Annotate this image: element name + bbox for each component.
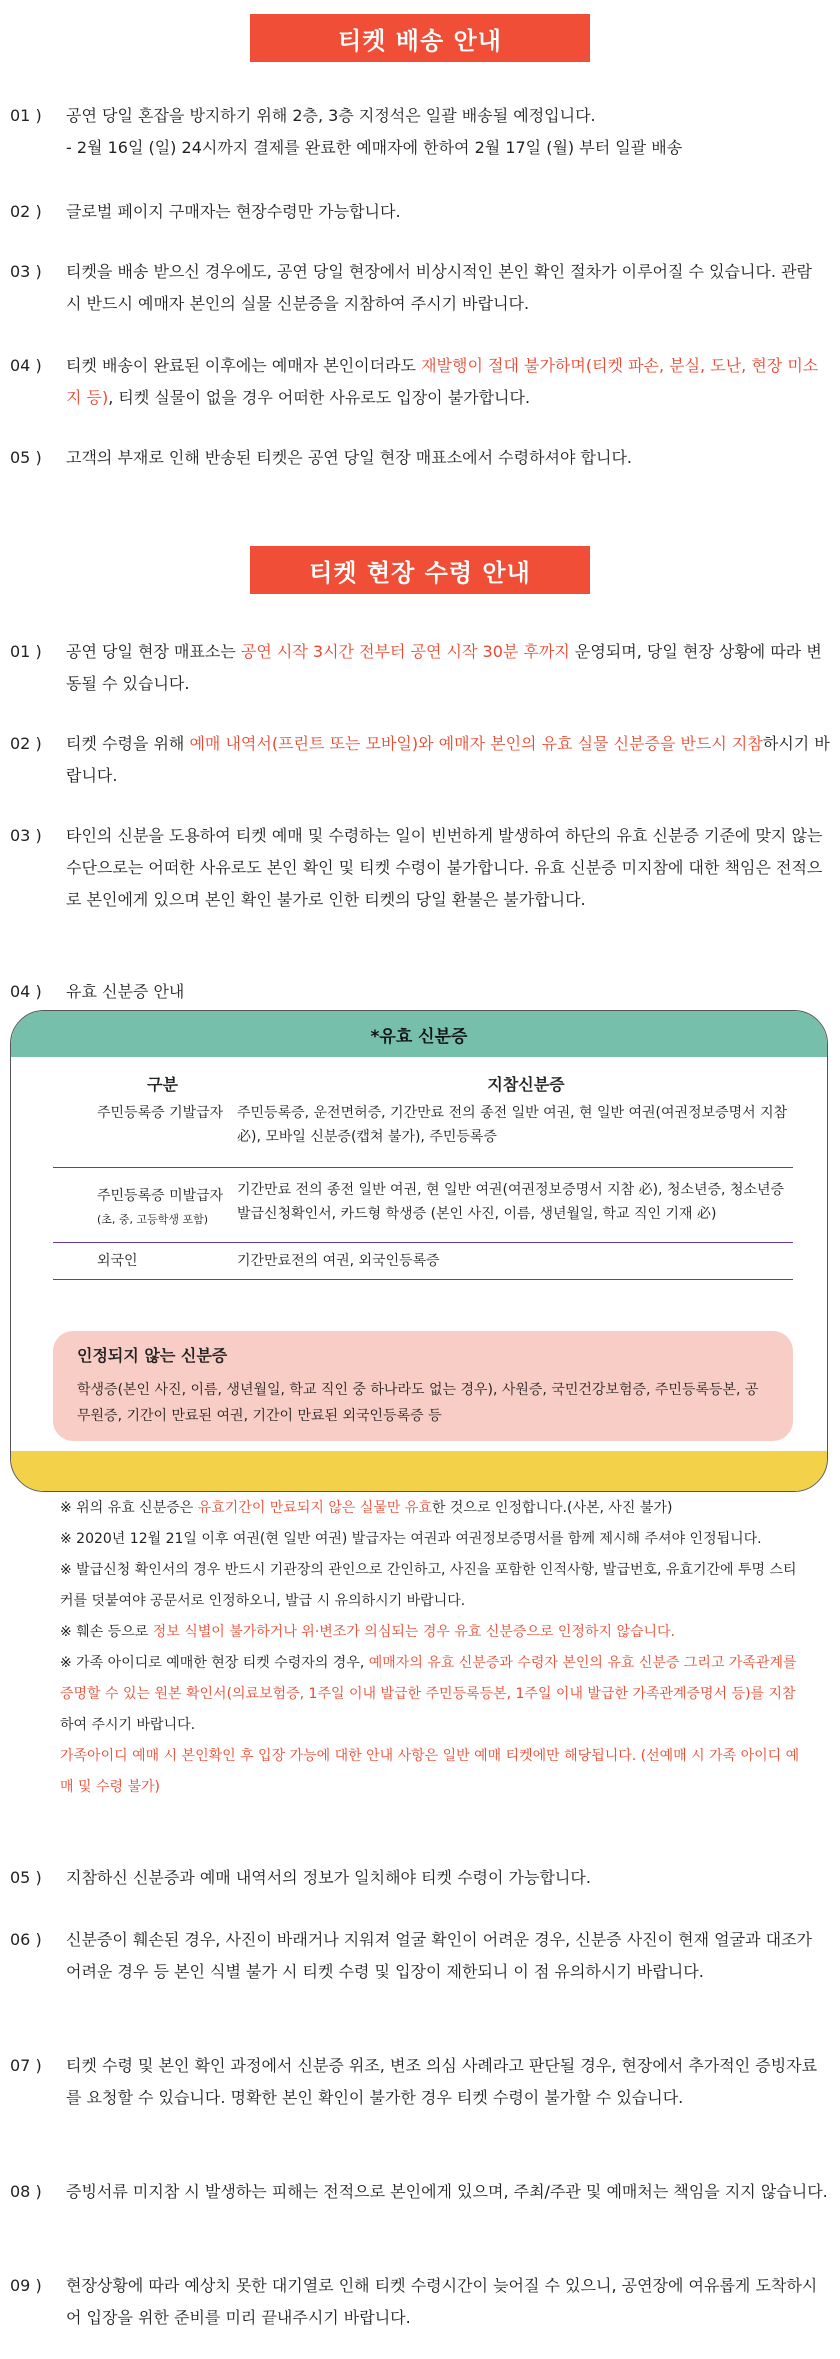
item-text (64, 1924, 830, 1988)
item-text (64, 2050, 830, 2114)
pickup-title: 티켓 현장 수령 안내 (309, 558, 531, 587)
notes-block (60, 1493, 800, 1803)
item-text (64, 256, 830, 320)
pickup-title-badge (250, 546, 590, 594)
valid-id-header (11, 1011, 827, 1057)
body-text: ※ 2020년 12월 21일 이후 여권(현 일반 여권) 발급자는 여권과 여권정보증명서를 함께 제시해 주셔야 인정됩니다. (60, 1531, 762, 1547)
delivery-title: 티켓 배송 안내 (338, 26, 502, 55)
highlight-text: 정보 식별이 불가하거나 위·변조가 의심되는 경우 유효 신분증으로 인정하지 않습니다. (152, 1624, 675, 1640)
body-text: 공연 당일 혼잡을 방지하기 위해 2층, 3층 지정석은 일괄 배송될 예정입니다. (66, 106, 596, 125)
item-text (64, 350, 830, 414)
item-number: 02 ) (10, 202, 42, 221)
item-text (64, 1862, 830, 1894)
body-text: ※ 훼손 등으로 (60, 1624, 153, 1640)
pickup-item (10, 2176, 830, 2208)
body-text: , 티켓 실물이 없을 경우 어떠한 사유로도 입장이 불가합니다. (108, 388, 531, 407)
body-text: 티켓 배송이 완료된 이후에는 예매자 본인이더라도 (66, 356, 422, 375)
body-text: 한 것으로 인정합니다.(사본, 사진 불가) (431, 1500, 673, 1516)
item-text (64, 2270, 830, 2334)
body-text: 신분증이 훼손된 경우, 사진이 바래거나 지워져 얼굴 확인이 어려운 경우, 신분증 사진이 현재 얼굴과 대조가 어려운 경우 등 본인 식별 불가 시 티켓 수령 및 입장이 제한되니 이 점 유의하시기 바랍니다. (66, 1930, 812, 1981)
body-text: ※ 위의 유효 신분증은 (60, 1500, 198, 1516)
item-text (64, 2176, 830, 2208)
note-line (60, 1741, 800, 1803)
row-label-group (53, 1178, 229, 1232)
item-text (64, 820, 830, 916)
delivery-item (10, 350, 830, 414)
pickup-item (10, 820, 830, 916)
item-text (64, 976, 830, 1008)
col-id-header: 지참신분증 (487, 1075, 565, 1094)
body-text: 공연 당일 현장 매표소는 (66, 642, 241, 661)
row-label: 주민등록증 미발급자 (97, 1188, 224, 1204)
item-text (64, 636, 830, 700)
note-line (60, 1648, 800, 1741)
row-divider (53, 1279, 793, 1280)
body-text: 지참하신 신분증과 예매 내역서의 정보가 일치해야 티켓 수령이 가능합니다. (66, 1868, 591, 1887)
highlight-text: 가족아이디 예매 시 본인확인 후 입장 가능에 대한 안내 사항은 일반 예매 티켓에만 해당됩니다. (선예매 시 가족 아이디 예매 및 수령 불가) (60, 1748, 800, 1795)
row-content: 기간만료 전의 종전 일반 여권, 현 일반 여권(여권정보증명서 지참 必), 청소년증, 청소년증 발급신청확인서, 카드형 학생증 (본인 사진, 이름, 생년월일, 학교 직인 기재 必) (237, 1182, 785, 1222)
pickup-item (10, 976, 830, 1008)
table-row (53, 1168, 793, 1242)
highlight-text: 공연 시작 3시간 전부터 공연 시작 30분 후까지 (240, 642, 570, 661)
note-line (60, 1617, 800, 1648)
pickup-item (10, 2270, 830, 2334)
highlight-text: 유효기간이 만료되지 않은 실물만 유효 (197, 1500, 432, 1516)
note-line (60, 1493, 800, 1524)
highlight-text: 재발행이 절대 불가하며(티켓 파손, 분실, 도난, 현장 미소지 등) (66, 356, 819, 407)
delivery-title-badge (250, 14, 590, 62)
item-text (64, 196, 830, 228)
row-content: 기간만료전의 여권, 외국인등록증 (237, 1253, 440, 1269)
item-number: 06 ) (10, 1930, 42, 1949)
item-number: 08 ) (10, 2182, 42, 2201)
pickup-item (10, 1862, 830, 1894)
highlight-text: 예매 내역서(프린트 또는 모바일)와 예매자 본인의 유효 실물 신분증을 반드시 지참 (189, 734, 763, 753)
item-number: 04 ) (10, 982, 42, 1001)
row-content: 주민등록증, 운전면허증, 기간만료 전의 종전 일반 여권, 현 일반 여권(여권정보증명서 지참 必), 모바일 신분증(캡쳐 불가), 주민등록증 (237, 1105, 788, 1145)
not-recognized-box (53, 1331, 793, 1441)
valid-id-table (53, 1073, 793, 1280)
body-text: 티켓 수령 및 본인 확인 과정에서 신분증 위조, 변조 의심 사례라고 판단될 경우, 현장에서 추가적인 증빙자료를 요청할 수 있습니다. 명확한 본인 확인이 불가한 경우 티켓 수령이 불가할 수 있습니다. (66, 2056, 818, 2107)
body-text: 운영되며, 당일 현장 상황에 따라 변동될 수 있습니다. (66, 642, 822, 693)
body-text: 증빙서류 미지참 시 발생하는 피해는 전적으로 본인에게 있으며, 주최/주관 및 예매처는 책임을 지지 않습니다. (66, 2182, 828, 2201)
item-number: 03 ) (10, 826, 42, 845)
item-number: 09 ) (10, 2276, 42, 2295)
item-text (64, 442, 830, 474)
body-text: 유효 신분증 안내 (66, 982, 185, 1001)
body-text: 티켓을 배송 받으신 경우에도, 공연 당일 현장에서 비상시적인 본인 확인 절차가 이루어질 수 있습니다. 관람 시 반드시 예매자 본인의 실물 신분증을 지참하여 주시기 바랍니다. (66, 262, 812, 313)
body-text: 타인의 신분을 도용하여 티켓 예매 및 수령하는 일이 빈번하게 발생하여 하단의 유효 신분증 기준에 맞지 않는 수단으로는 어떠한 사유로도 본인 확인 및 티켓 수령이 불가합니다. 유효 신분증 미지참에 대한 책임은 전적으로 본인에게 있으며 본인 확인 불가로 인한 티켓의 당일 환불은 불가합니다. (66, 826, 823, 909)
row-label: 주민등록증 기발급자 (97, 1105, 224, 1121)
valid-id-title: *유효 신분증 (370, 1026, 468, 1047)
valid-id-box (10, 1010, 828, 1492)
note-line (60, 1524, 800, 1555)
pickup-item (10, 636, 830, 700)
table-row (53, 1101, 793, 1167)
table-row (53, 1243, 793, 1279)
not-recognized-title: 인정되지 않는 신분증 (77, 1346, 228, 1365)
highlight-text: 예매자의 유효 신분증과 수령자 본인의 유효 신분증 그리고 가족관계를 증명할 수 있는 원본 확인서(의료보험증, 1주일 이내 발급한 주민등록등본, 1주일 이내 발급한 가족관계증명서 등)를 지참 (60, 1655, 797, 1702)
body-text: 티켓 수령을 위해 (66, 734, 190, 753)
valid-id-footer-band (11, 1451, 827, 1491)
item-text (64, 728, 830, 792)
note-line (60, 1555, 800, 1617)
item-number: 01 ) (10, 106, 42, 125)
body-text: - 2월 16일 (일) 24시까지 결제를 완료한 예매자에 한하여 2월 17일 (월) 부터 일괄 배송 (66, 138, 683, 157)
body-text: 하여 주시기 바랍니다. (60, 1717, 196, 1733)
col-category-header: 구분 (147, 1075, 178, 1094)
body-text: 글로벌 페이지 구매자는 현장수령만 가능합니다. (66, 202, 401, 221)
delivery-item (10, 256, 830, 320)
delivery-item (10, 196, 830, 228)
item-number: 03 ) (10, 262, 42, 281)
row-sublabel: (초, 중, 고등학생 포함) (97, 1213, 209, 1226)
item-number: 04 ) (10, 356, 42, 375)
pickup-item (10, 1924, 830, 1988)
body-text: 고객의 부재로 인해 반송된 티켓은 공연 당일 현장 매표소에서 수령하셔야 합니다. (66, 448, 632, 467)
body-text: 하시기 바랍니다. (66, 734, 830, 785)
pickup-item (10, 728, 830, 792)
item-number: 01 ) (10, 642, 42, 661)
table-header-row (53, 1073, 793, 1097)
delivery-item (10, 100, 830, 164)
body-text: ※ 가족 아이디로 예매한 현장 티켓 수령자의 경우, (60, 1655, 369, 1671)
item-number: 07 ) (10, 2056, 42, 2075)
not-recognized-text: 학생증(본인 사진, 이름, 생년월일, 학교 직인 중 하나라도 없는 경우), 사원증, 국민건강보험증, 주민등록등본, 공무원증, 기간이 만료된 여권, 기간이 만료된 외국인등록증 등 (77, 1382, 759, 1424)
body-text: 현장상황에 따라 예상치 못한 대기열로 인해 티켓 수령시간이 늦어질 수 있으니, 공연장에 여유롭게 도착하시어 입장을 위한 준비를 미리 끝내주시기 바랍니다. (66, 2276, 818, 2327)
item-number: 05 ) (10, 448, 42, 467)
item-number: 02 ) (10, 734, 42, 753)
pickup-item (10, 2050, 830, 2114)
item-text (64, 100, 830, 164)
item-number: 05 ) (10, 1868, 42, 1887)
delivery-item (10, 442, 830, 474)
row-label: 외국인 (97, 1253, 138, 1269)
body-text: ※ 발급신청 확인서의 경우 반드시 기관장의 관인으로 간인하고, 사진을 포함한 인적사항, 발급번호, 유효기간에 투명 스티커를 덧붙여야 공문서로 인정하오니, 발급 시 유의하시기 바랍니다. (60, 1562, 797, 1609)
